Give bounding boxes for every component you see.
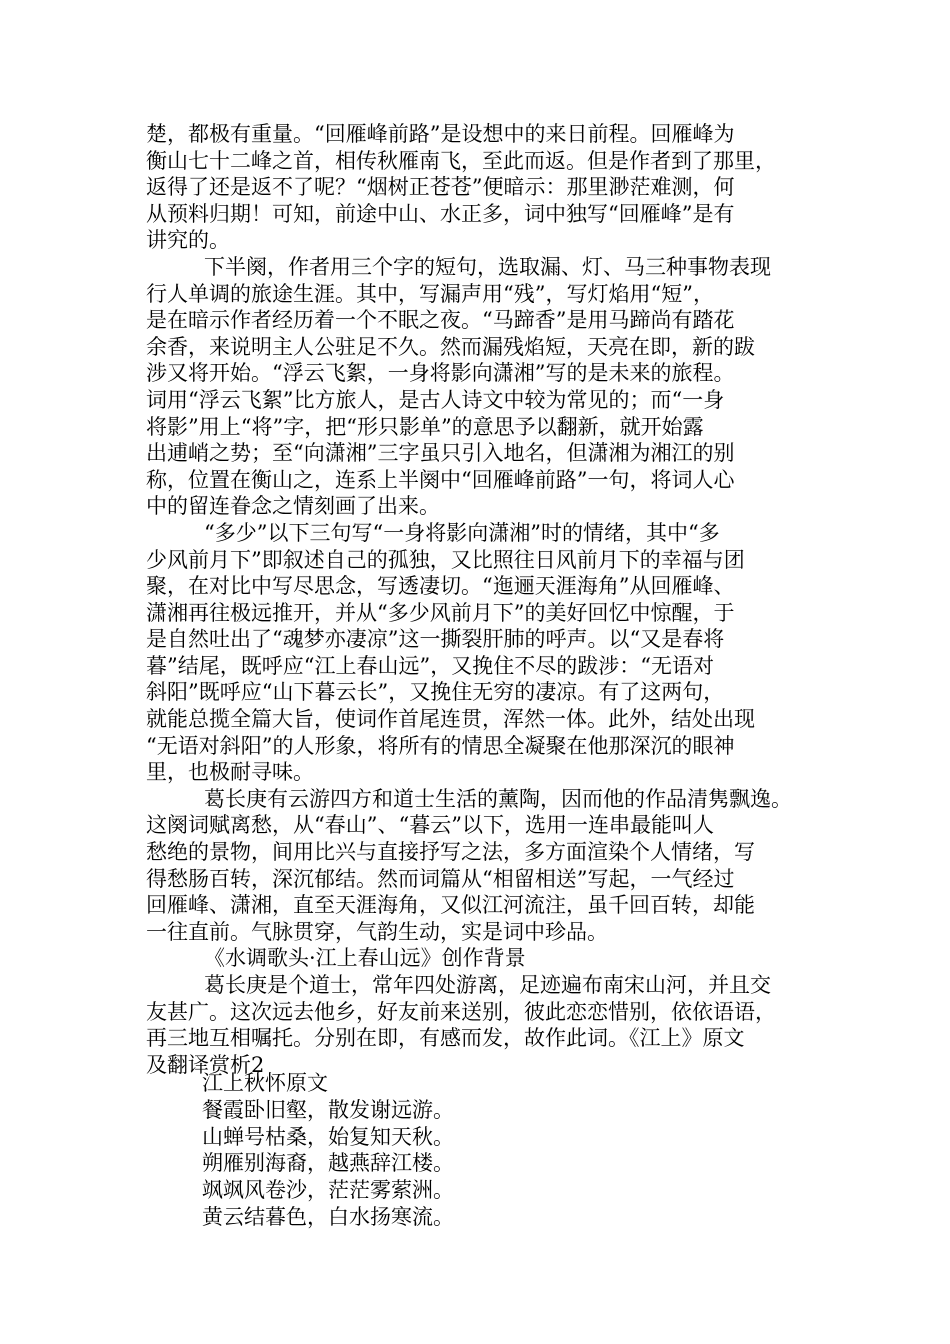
body-line: 讲究的。 bbox=[146, 228, 230, 253]
poem-line: 朔雁别海裔，越燕辞江楼。 bbox=[202, 1151, 454, 1176]
body-line: 称，位置在衡山之，连系上半阕中“回雁峰前路”一句，将词人心 bbox=[146, 467, 735, 492]
body-line: 出逋峭之势；至“向潇湘”三字虽只引入地名，但潇湘为湘江的别 bbox=[146, 441, 735, 466]
body-line: 暮”结尾，既呼应“江上春山远”，又挽住不尽的跋涉：“无语对 bbox=[146, 653, 714, 678]
body-line: 衡山七十二峰之首，相传秋雁南飞，至此而返。但是作者到了那里， bbox=[146, 148, 776, 173]
body-line: “无语对斜阳”的人形象，将所有的情思全凝聚在他那深沉的眼神 bbox=[146, 733, 735, 758]
body-line: 及翻译赏析2 bbox=[146, 1052, 265, 1077]
body-line: 返得了还是返不了呢？“烟树正苍苍”便暗示：那里渺茫难测，何 bbox=[146, 175, 735, 200]
body-line: 就能总揽全篇大旨，使词作首尾连贯，浑然一体。此外，结处出现 bbox=[146, 707, 755, 732]
body-line: “多少”以下三句写“一身将影向潇湘”时的情绪，其中“多 bbox=[204, 520, 720, 545]
body-line: 一往直前。气脉贯穿，气韵生动，实是词中珍品。 bbox=[146, 919, 608, 944]
body-line: 是在暗示作者经历着一个不眠之夜。“马蹄香”是用马蹄尚有踏花 bbox=[146, 308, 735, 333]
body-line: 下半阕，作者用三个字的短句，选取漏、灯、马三种事物表现 bbox=[204, 254, 771, 279]
body-line: 这阕词赋离愁，从“春山”、“暮云”以下，选用一连串最能叫人 bbox=[146, 813, 714, 838]
body-line: 词用“浮云飞絮”比方旅人，是古人诗文中较为常见的；而“一身 bbox=[146, 387, 725, 412]
poem-line: 飒飒风卷沙，茫茫雾萦洲。 bbox=[202, 1178, 454, 1203]
article-body bbox=[146, 121, 810, 1078]
body-line: 里，也极耐寻味。 bbox=[146, 760, 314, 785]
body-line: 葛长庚是个道士，常年四处游离，足迹遍布南宋山河，并且交 bbox=[204, 973, 771, 997]
body-line: 从预料归期！可知，前途中山、水正多，词中独写“回雁峰”是有 bbox=[146, 201, 735, 226]
body-line: 是自然吐出了“魂梦亦凄凉”这一撕裂肝肺的呼声。以“又是春将 bbox=[146, 627, 725, 652]
body-line: 愁绝的景物，间用比兴与直接抒写之法，多方面渲染个人情绪，写 bbox=[146, 840, 755, 865]
body-line: 中的留连眷念之情刻画了出来。 bbox=[146, 494, 440, 519]
body-line: 友甚广。这次远去他乡，好友前来送别，彼此恋恋惜别，依依语语， bbox=[146, 999, 776, 1024]
poem-line: 黄云结暮色，白水扬寒流。 bbox=[202, 1204, 454, 1229]
poem-line: 山蝉号枯桑，始复知天秋。 bbox=[202, 1124, 454, 1149]
body-line: 《水调歌头·江上春山远》创作背景 bbox=[204, 946, 526, 971]
poem-title: 江上秋怀原文 bbox=[202, 1071, 328, 1095]
body-line: 葛长庚有云游四方和道士生活的薰陶，因而他的作品清隽飘逸。 bbox=[204, 786, 792, 811]
body-line: 将影”用上“将”字，把“形只影单”的意思予以翻新，就开始露 bbox=[146, 414, 704, 439]
body-line: 斜阳”既呼应“山下暮云长”，又挽住无穷的凄凉。有了这两句， bbox=[146, 680, 725, 705]
poem-line: 餐霞卧旧壑，散发谢远游。 bbox=[202, 1097, 454, 1122]
body-line: 聚，在对比中写尽思念，写透凄切。“迤逦天涯海角”从回雁峰、 bbox=[146, 574, 735, 599]
body-line: 再三地互相嘱托。分别在即，有感而发，故作此词。《江上》原文 bbox=[146, 1026, 745, 1051]
body-line: 回雁峰、潇湘，直至天涯海角，又似江河流注，虽千回百转，却能 bbox=[146, 893, 755, 918]
body-line: 余香，来说明主人公驻足不久。然而漏残焰短，天亮在即，新的跋 bbox=[146, 334, 755, 359]
body-line: 潇湘再往极远推开，并从“多少风前月下”的美好回忆中惊醒，于 bbox=[146, 600, 735, 625]
body-line: 少风前月下”即叙述自己的孤独，又比照往日风前月下的幸福与团 bbox=[146, 547, 745, 572]
body-line: 得愁肠百转，深沉郁结。然而词篇从“相留相送”写起，一气经过 bbox=[146, 866, 735, 891]
body-line: 楚，都极有重量。“回雁峰前路”是设想中的来日前程。回雁峰为 bbox=[146, 122, 735, 146]
body-line: 涉又将开始。“浮云飞絮，一身将影向潇湘”写的是未来的旅程。 bbox=[146, 361, 735, 386]
poem-block bbox=[202, 1070, 454, 1231]
body-line: 行人单调的旅途生涯。其中，写漏声用“残”，写灯焰用“短”， bbox=[146, 281, 714, 306]
